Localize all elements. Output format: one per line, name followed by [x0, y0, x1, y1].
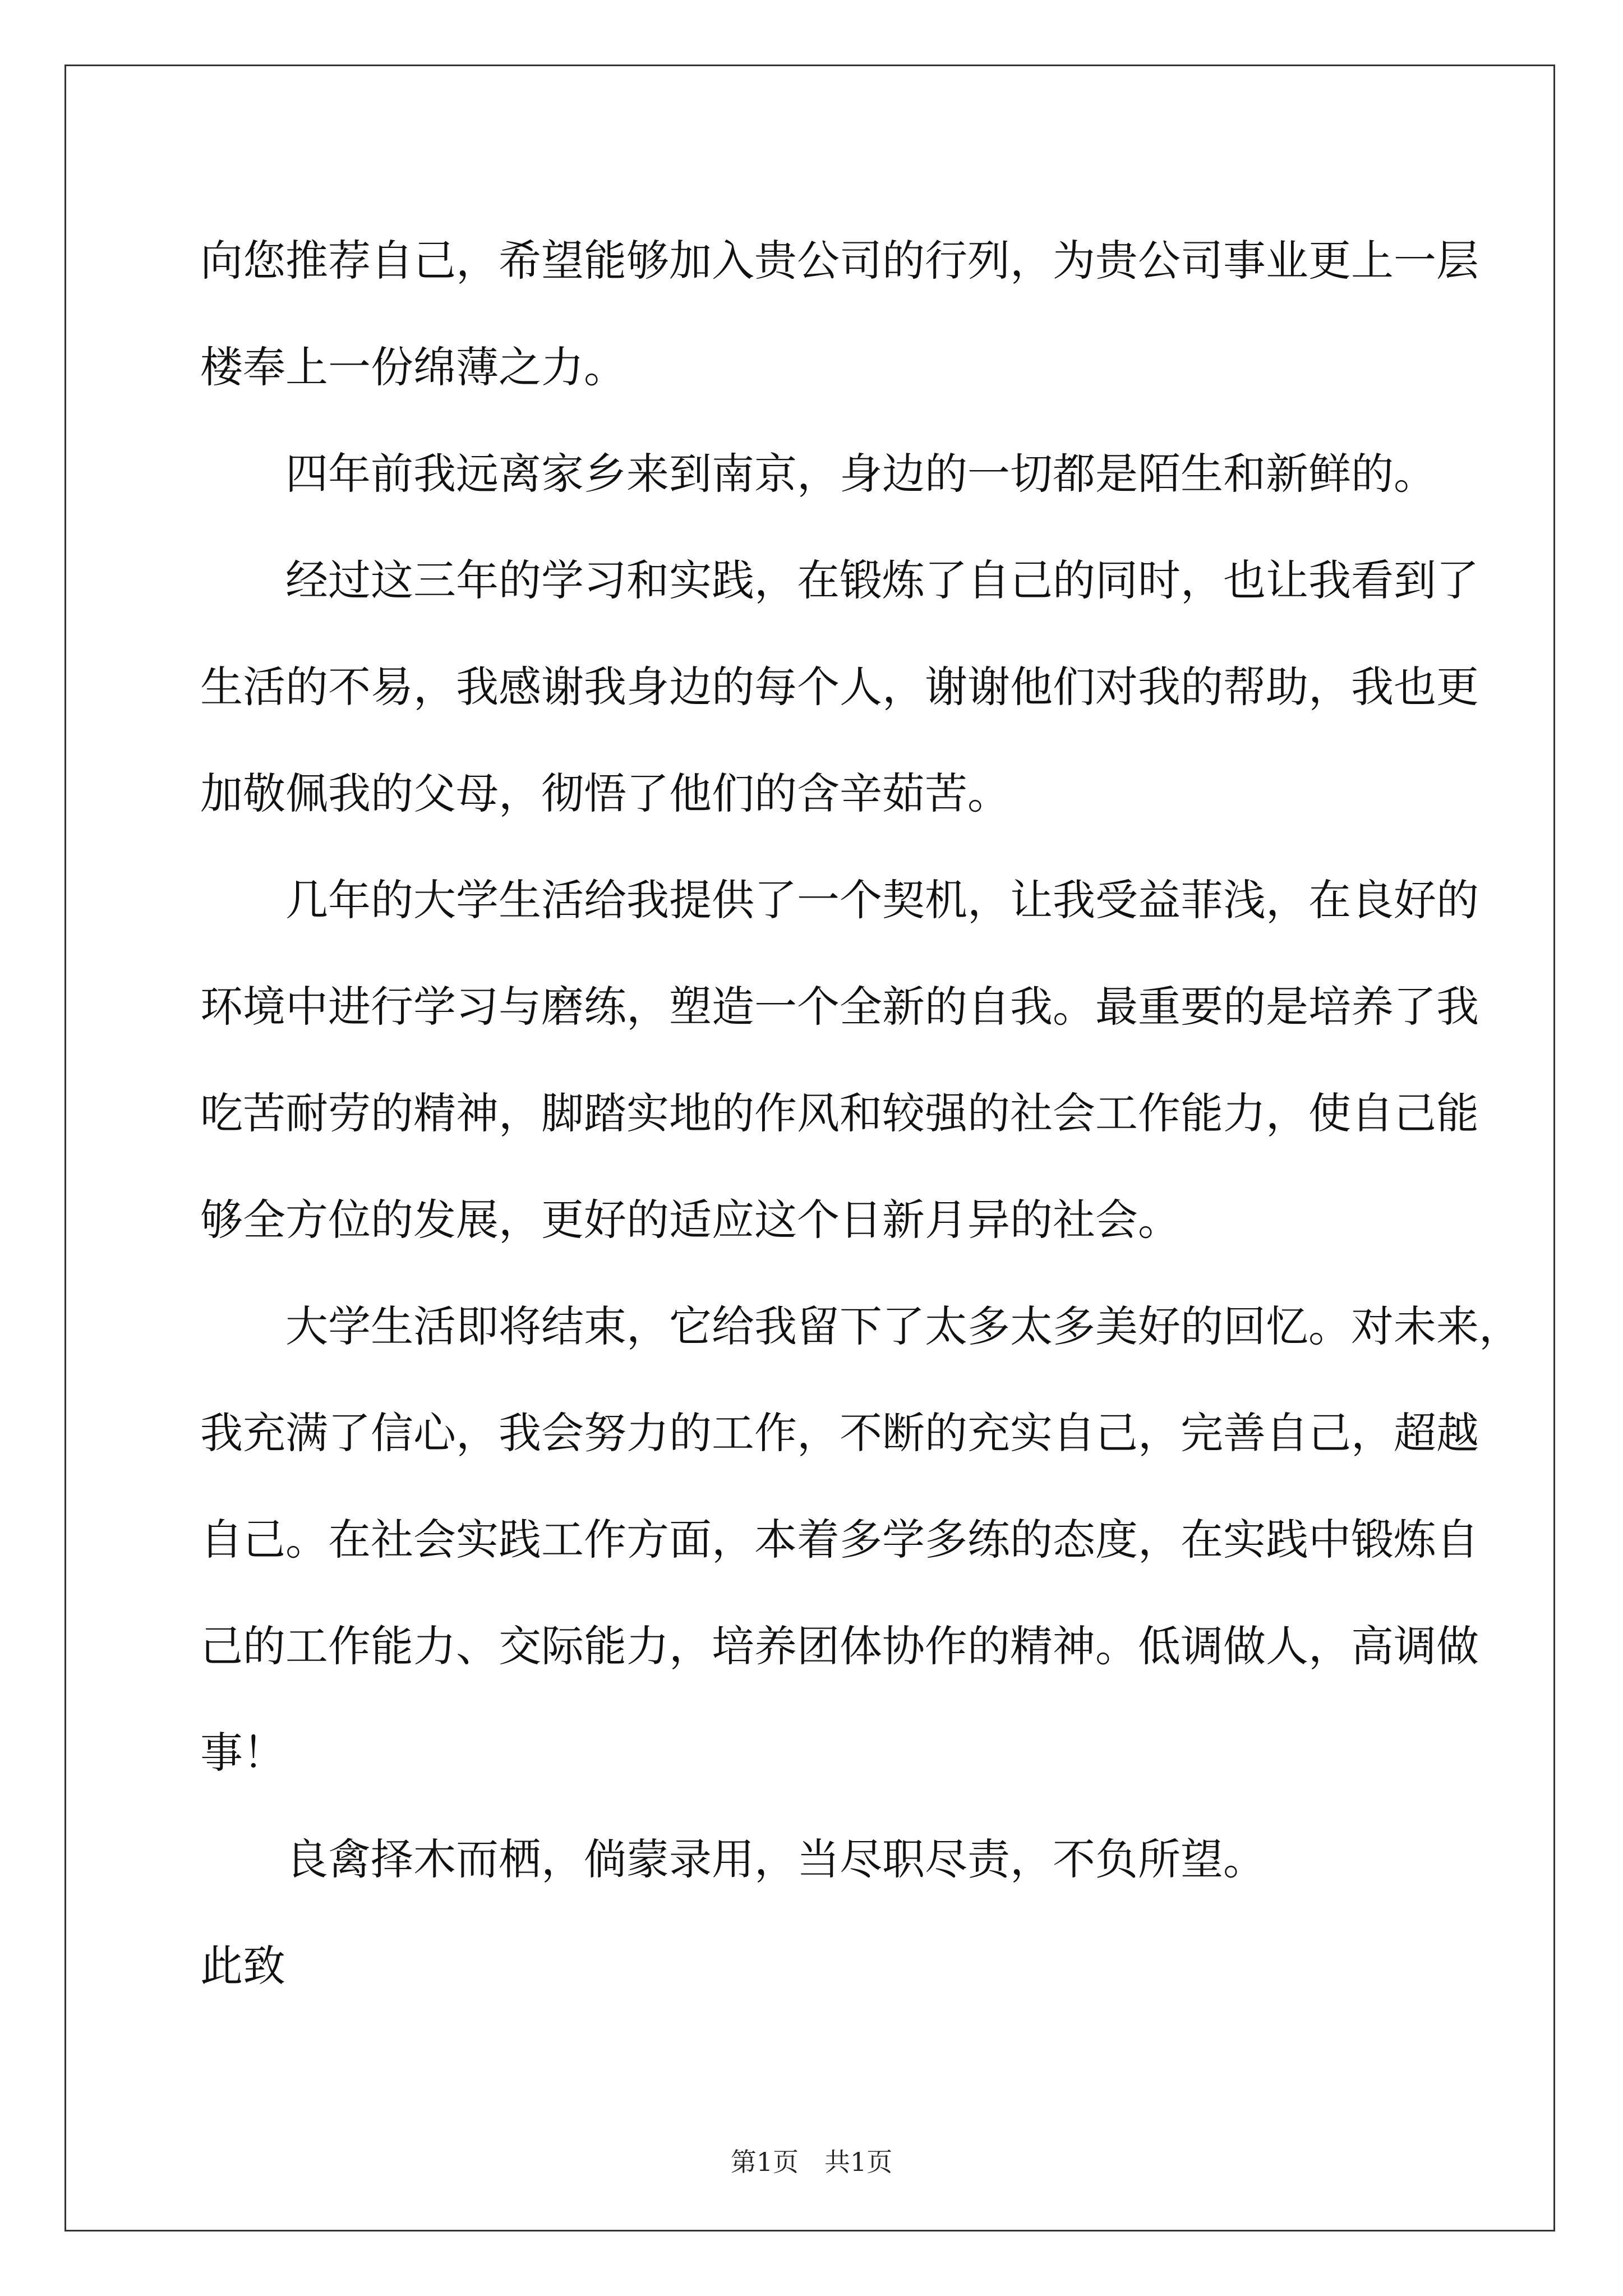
paragraph-2: [200, 421, 1434, 527]
text-line: 环境中进行学习与磨练，塑造一个全新的自我。最重要的是培养了我: [200, 982, 1479, 1032]
text-line: 向您推荐自己，希望能够加入贵公司的行列，为贵公司事业更上一层: [200, 236, 1479, 286]
paragraph-5: [200, 1273, 1521, 1806]
paragraph-6: [200, 1806, 1434, 1913]
text-line: 良禽择木而栖，倘蒙录用，当尽职尽责，不负所望。: [285, 1834, 1266, 1884]
text-line: 己的工作能力、交际能力，培养团体协作的精神。低调做人，高调做: [200, 1621, 1479, 1671]
letter-body: [200, 208, 1521, 2019]
page-number-footer: 第1页 共1页: [730, 2147, 893, 2177]
text-line: 够全方位的发展，更好的适应这个日新月异的社会。: [200, 1195, 1181, 1245]
text-line: 经过这三年的学习和实践，在锻炼了自己的同时，也让我看到了: [285, 555, 1479, 605]
text-line: 事！: [200, 1728, 285, 1778]
text-line: 加敬佩我的父母，彻悟了他们的含辛茹苦。: [200, 769, 1010, 818]
paragraph-4: [200, 847, 1479, 1273]
paragraph-3: [200, 527, 1479, 847]
closing-salutation: [200, 1913, 1434, 2019]
text-line: 几年的大学生活给我提供了一个契机，让我受益菲浅，在良好的: [285, 875, 1479, 925]
text-line: 自己。在社会实践工作方面，本着多学多练的态度，在实践中锻炼自: [200, 1515, 1479, 1565]
text-line: 生活的不易，我感谢我身边的每个人，谢谢他们对我的帮助，我也更: [200, 662, 1479, 712]
text-line: 此致: [200, 1941, 285, 1991]
text-line: 楼奉上一份绵薄之力。: [200, 342, 626, 392]
text-line: 大学生活即将结束，它给我留下了太多太多美好的回忆。对未来，: [285, 1301, 1521, 1351]
text-line: 吃苦耐劳的精神，脚踏实地的作风和较强的社会工作能力，使自己能: [200, 1088, 1479, 1138]
text-line: 四年前我远离家乡来到南京，身边的一切都是陌生和新鲜的。: [285, 449, 1436, 499]
text-line: 我充满了信心，我会努力的工作，不断的充实自己，完善自己，超越: [200, 1408, 1479, 1458]
paragraph-1: [200, 208, 1479, 421]
